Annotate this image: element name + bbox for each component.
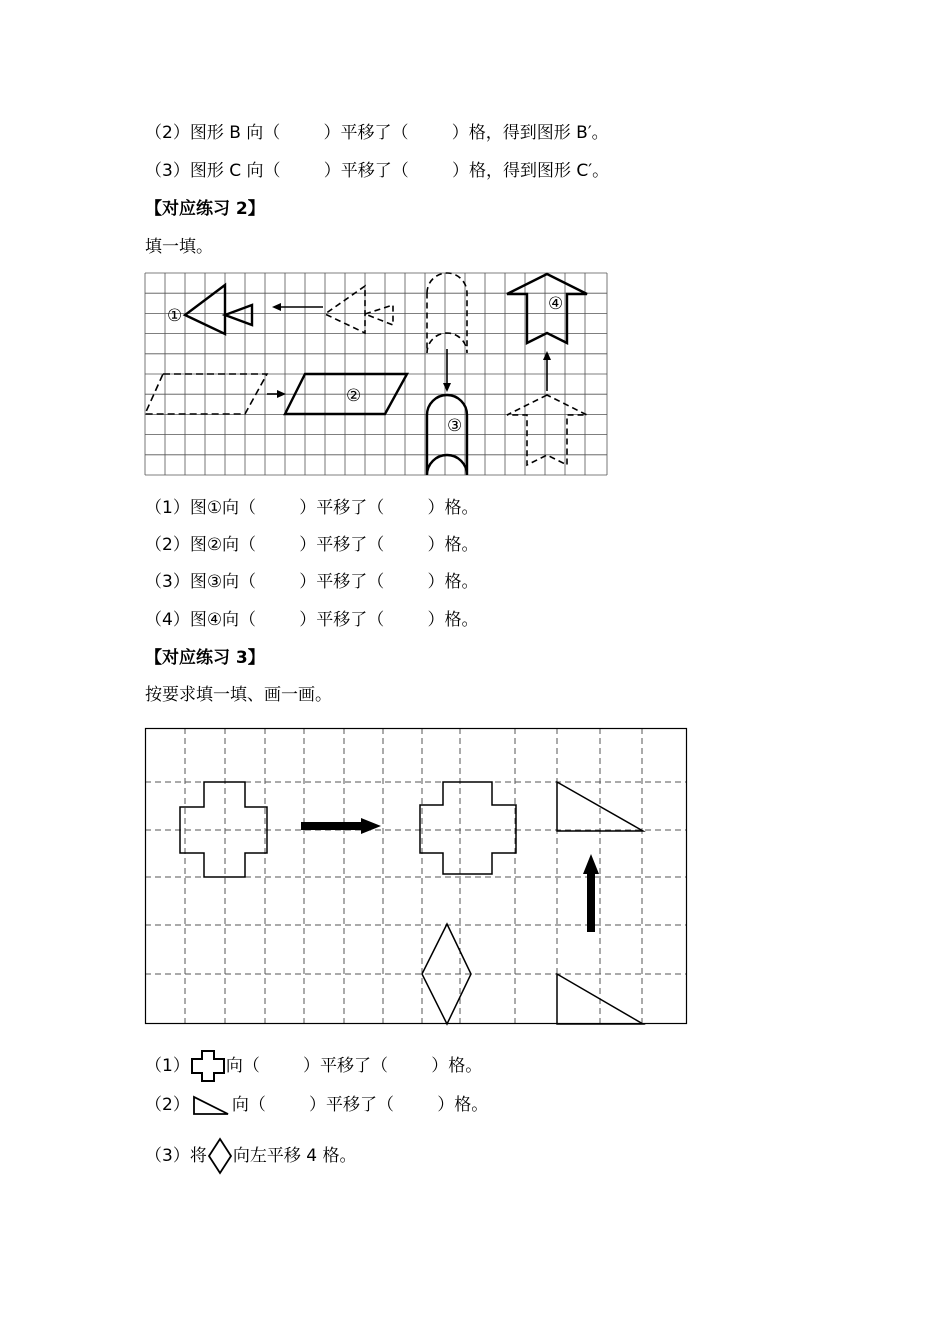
exercise2-question-3: （3）图③向（ ）平移了（ ）格。	[145, 572, 479, 592]
triangle-shape-icon	[190, 1094, 232, 1116]
dashed-grid	[145, 728, 686, 1024]
label-figure-2: ②	[346, 386, 362, 406]
exercise3-instruction: 按要求填一填、画一画。	[145, 685, 332, 705]
exercise2-question-1: （1）图①向（ ）平移了（ ）格。	[145, 498, 479, 518]
exercise2-heading: 【对应练习 2】	[145, 199, 265, 219]
label-figure-3: ③	[447, 416, 463, 436]
q2-prefix: （2）	[145, 1095, 190, 1115]
exercise2-question-2: （2）图②向（ ）平移了（ ）格。	[145, 535, 479, 555]
q3-suffix: 向左平移 4 格。	[232, 1146, 357, 1166]
q3-prefix: （3）将	[145, 1146, 207, 1166]
exercise3-heading: 【对应练习 3】	[145, 648, 265, 668]
rhombus-shape-icon	[207, 1138, 233, 1174]
arrow-right-2	[267, 390, 286, 398]
arrow-right-bold	[301, 818, 381, 834]
arrow-up-bold	[583, 854, 599, 932]
q2-suffix: 向（ ）平移了（ ）格。	[231, 1095, 489, 1115]
exercise3-grid-figure	[145, 728, 690, 1028]
question-2-figure-b: （2）图形 B 向（ ）平移了（ ）格，得到图形 B′。	[145, 123, 609, 143]
label-figure-4: ④	[548, 294, 564, 314]
figure-1-solid	[185, 285, 252, 334]
exercise2-question-4: （4）图④向（ ）平移了（ ）格。	[145, 610, 479, 630]
exercise3-question-2	[145, 1094, 488, 1116]
exercise3-question-3	[145, 1138, 356, 1174]
question-3-figure-c: （3）图形 C 向（ ）平移了（ ）格，得到图形 C′。	[145, 161, 610, 181]
exercise2-instruction: 填一填。	[145, 237, 213, 257]
cross-shape-moved	[420, 782, 516, 874]
exercise3-question-1	[145, 1050, 482, 1082]
arrow-up-4	[543, 351, 551, 391]
label-figure-1: ①	[167, 306, 183, 326]
cross-shape-original	[180, 782, 267, 877]
exercise2-grid-figure	[145, 273, 610, 478]
q1-prefix: （1）	[145, 1056, 190, 1076]
q1-suffix: 向（ ）平移了（ ）格。	[225, 1056, 483, 1076]
grid-border	[146, 729, 687, 1024]
arrow-left-1	[272, 303, 323, 311]
cross-shape-icon	[190, 1050, 226, 1082]
arrow-down-3	[443, 349, 451, 392]
figure-4-solid	[507, 274, 587, 343]
